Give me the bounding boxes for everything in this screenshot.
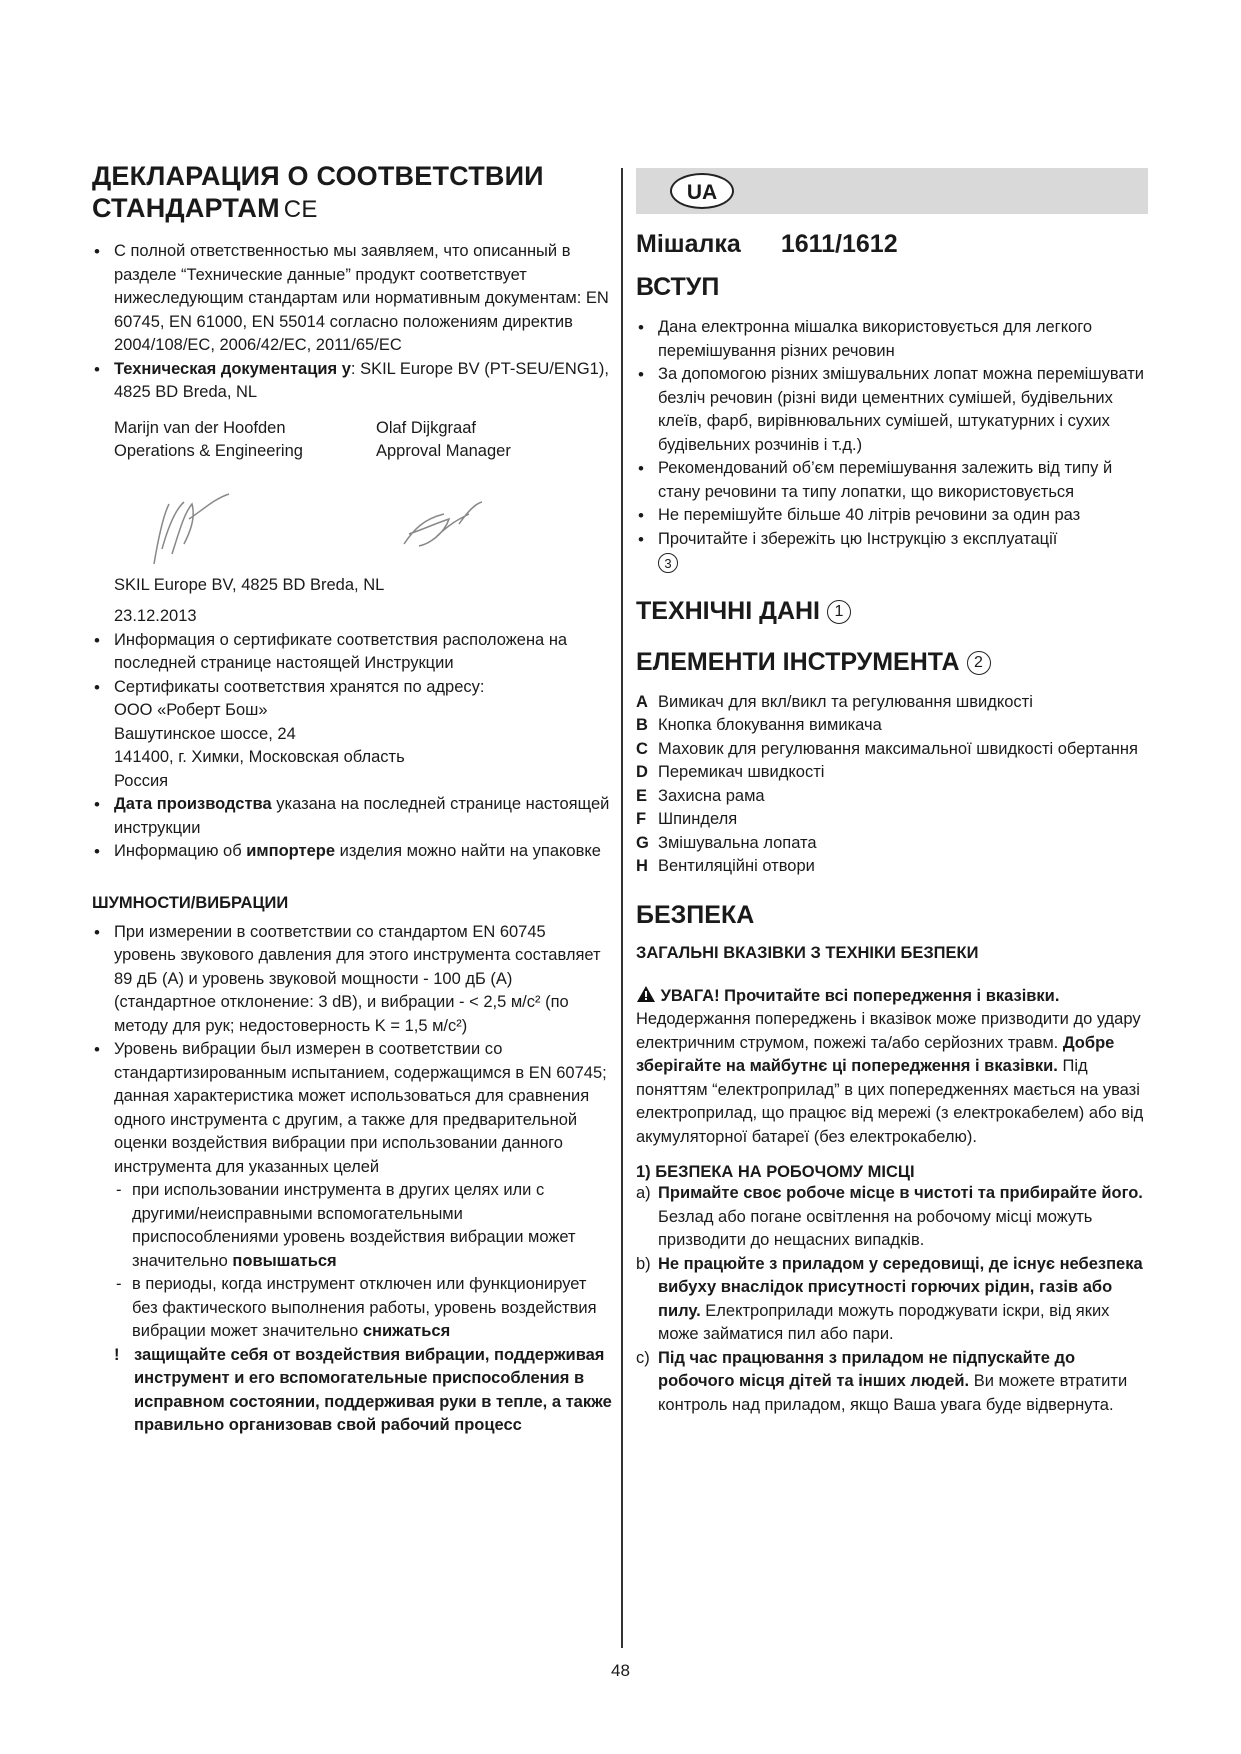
list-item: a) Примайте своє робоче місце в чистоті та прибирайте його. Безлад або погане освітлення на робочому місці можуть призводити до нещасних випадків. bbox=[636, 1184, 1143, 1249]
intro-heading: ВСТУП bbox=[636, 273, 720, 301]
vibration-notes bbox=[92, 1179, 612, 1344]
left-column bbox=[92, 160, 612, 1438]
workplace-heading: 1) БЕЗПЕКА НА РОБОЧОМУ МІСЦІ bbox=[636, 1163, 915, 1181]
list-item: E Захисна рама bbox=[636, 786, 765, 805]
list-item: G Змішувальна лопата bbox=[636, 833, 817, 852]
intro-list bbox=[636, 316, 1148, 575]
list-item: D Перемикач швидкості bbox=[636, 763, 825, 781]
list-item: • Информация о сертификате соответствия расположена на последней странице настоящей Инструкции bbox=[92, 629, 612, 676]
list-item: C Маховик для регулювання максимальної швидкості обертання bbox=[636, 739, 1138, 758]
declaration-title: ДЕКЛАРАЦИЯ О СООТВЕТСТВИИ СТАНДАРТАМ CE bbox=[92, 161, 544, 223]
language-badge: UA bbox=[670, 173, 734, 209]
list-item: • За допомогою різних змішувальних лопат можна перемішувати безліч речовин (різні види цементних сумішей, будівельних клеїв, фарб, вирівнювальних сумішей, штукатурних і сухих будівельних розчинів і т.д.) bbox=[636, 363, 1148, 457]
safety-subheading: ЗАГАЛЬНІ ВКАЗІВКИ З ТЕХНІКИ БЕЗПЕКИ bbox=[636, 943, 979, 962]
list-item: • Уровень вибрации был измерен в соответствии со стандартизированным испытанием, содержащимся в EN 60745; данная характеристика может использоваться для сравнения одного инструмента с другим, а также для предварительной оценки воздействия вибрации при использовании данного инструмента для указанных целей bbox=[92, 1038, 612, 1179]
workplace-rules bbox=[636, 1182, 1148, 1417]
product-title: Мішалка 1611/1612 bbox=[636, 230, 898, 258]
signatures bbox=[114, 474, 612, 574]
list-item: - при использовании инструмента в других целях или с другими/неисправными вспомогательными приспособлениями уровень воздействия вибрации может значительно повышаться bbox=[114, 1179, 612, 1273]
list-item: c) Під час працювання з приладом не підпускайте до робочого місця дітей та інших людей. Ви можете втратити контроль над приладом, якщо Ваша увага буде відвернута. bbox=[636, 1348, 1128, 1414]
list-item: • Рекомендований об’єм перемішування залежить від типу й стану речовини та типу лопатки, що використовується bbox=[636, 457, 1148, 504]
signature-1-icon bbox=[114, 474, 374, 574]
signatories: Marijn van der Hoofden Operations & Engineering Olaf Dijkgraaf Approval Manager bbox=[114, 418, 511, 460]
noise-heading: ШУМНОСТИ/ВИБРАЦИИ bbox=[92, 893, 289, 912]
tech-data-heading: ТЕХНІЧНІ ДАНІ 1 bbox=[636, 597, 1148, 626]
list-item: • Не перемішуйте більше 40 літрів речовини за один раз bbox=[636, 504, 1148, 528]
right-column bbox=[636, 160, 1148, 1417]
list-item: • Прочитайте і збережіть цю Інструкцію з експлуатації 3 bbox=[636, 528, 1148, 575]
warning-icon bbox=[636, 985, 656, 1003]
parts-list bbox=[636, 691, 1148, 879]
safety-heading: БЕЗПЕКА bbox=[636, 900, 755, 929]
figure-ref-icon: 3 bbox=[658, 553, 678, 573]
safety-warning: УВАГА! Прочитайте всі попередження і вказівки. Недодержання попереджень і вказівок може призводити до удару електричним струмом, пожежі та/або серйозних травм. Добре зберігайте на майбутнє ці попередження і вказівки. Під поняттям “електроприлад” в цих попередженнях мається на увазі електроприлад, що працює від мережі (з електрокабелем) або від акумуляторної батареї (без електрокабелю). bbox=[636, 986, 1144, 1146]
list-item: • Сертификаты соответствия хранятся по адресу: ООО «Роберт Бош» Вашутинское шоссе, 24 141400, г. Химки, Московская область Россия bbox=[92, 676, 612, 794]
figure-ref-icon: 1 bbox=[827, 600, 851, 624]
figure-ref-icon: 2 bbox=[967, 651, 991, 675]
list-item: • Информацию об импортере изделия можно найти на упаковке bbox=[92, 840, 612, 864]
signature-2-icon bbox=[374, 474, 612, 574]
parts-heading: ЕЛЕМЕНТИ ІНСТРУМЕНТА 2 bbox=[636, 648, 1148, 677]
list-item: • При измерении в соответствии со стандартом EN 60745 уровень звукового давления для этого инструмента составляет 89 дБ (A) и уровень звуковой мощности - 100 дБ (A) (стандартное отклонение: 3 dB), и вибрации - < 2,5 м/с² (по методу для рук; недостоверность K = 1,5 м/с²) bbox=[92, 921, 612, 1039]
declaration-list bbox=[92, 240, 612, 405]
list-item: • Дата производства указана на последней странице настоящей инструкции bbox=[92, 793, 612, 840]
list-item: A Вимикач для вкл/викл та регулювання швидкості bbox=[636, 692, 1033, 711]
list-item: - в периоды, когда инструмент отключен или функционирует без фактического выполнения работы, уровень воздействия вибрации может значительно снижаться bbox=[114, 1273, 612, 1344]
vibration-warning: ! защищайте себя от воздействия вибрации, поддерживая инструмент и его вспомогательные приспособления в исправном состоянии, поддерживая руки в тепле, а также правильно организовав свой рабочий процесс bbox=[114, 1345, 612, 1434]
certificate-list bbox=[92, 629, 612, 864]
language-bar bbox=[636, 168, 1148, 214]
column-divider bbox=[621, 168, 623, 1648]
list-item: • Дана електронна мішалка використовується для легкого перемішування різних речовин bbox=[636, 316, 1148, 363]
list-item: B Кнопка блокування вимикача bbox=[636, 716, 882, 734]
page-number: 48 bbox=[611, 1661, 630, 1680]
noise-list bbox=[92, 921, 612, 1180]
list-item: H Вентиляційні отвори bbox=[636, 857, 815, 875]
list-item: b) Не працюйте з приладом у середовищі, де існує небезпека вибуху внаслідок присутності горючих рідин, газів або пилу. Електроприлади можуть породжувати іскри, від яких може займатися пил або пари. bbox=[636, 1254, 1143, 1343]
list-item: • Техническая документация у: SKIL Europe BV (PT-SEU/ENG1), 4825 BD Breda, NL bbox=[92, 358, 612, 405]
list-item: • С полной ответственностью мы заявляем, что описанный в разделе “Технические данные” продукт соответствует нижеследующим стандартам или нормативным документам: EN 60745, EN 61000, EN 55014 согласно положениям директив 2004/108/EC, 2006/42/EC, 2011/65/EC bbox=[92, 240, 612, 358]
list-item: F Шпинделя bbox=[636, 810, 738, 828]
company-address: SKIL Europe BV, 4825 BD Breda, NL bbox=[114, 575, 385, 594]
declaration-date: 23.12.2013 bbox=[114, 607, 197, 625]
ce-mark-icon: CE bbox=[283, 196, 318, 223]
